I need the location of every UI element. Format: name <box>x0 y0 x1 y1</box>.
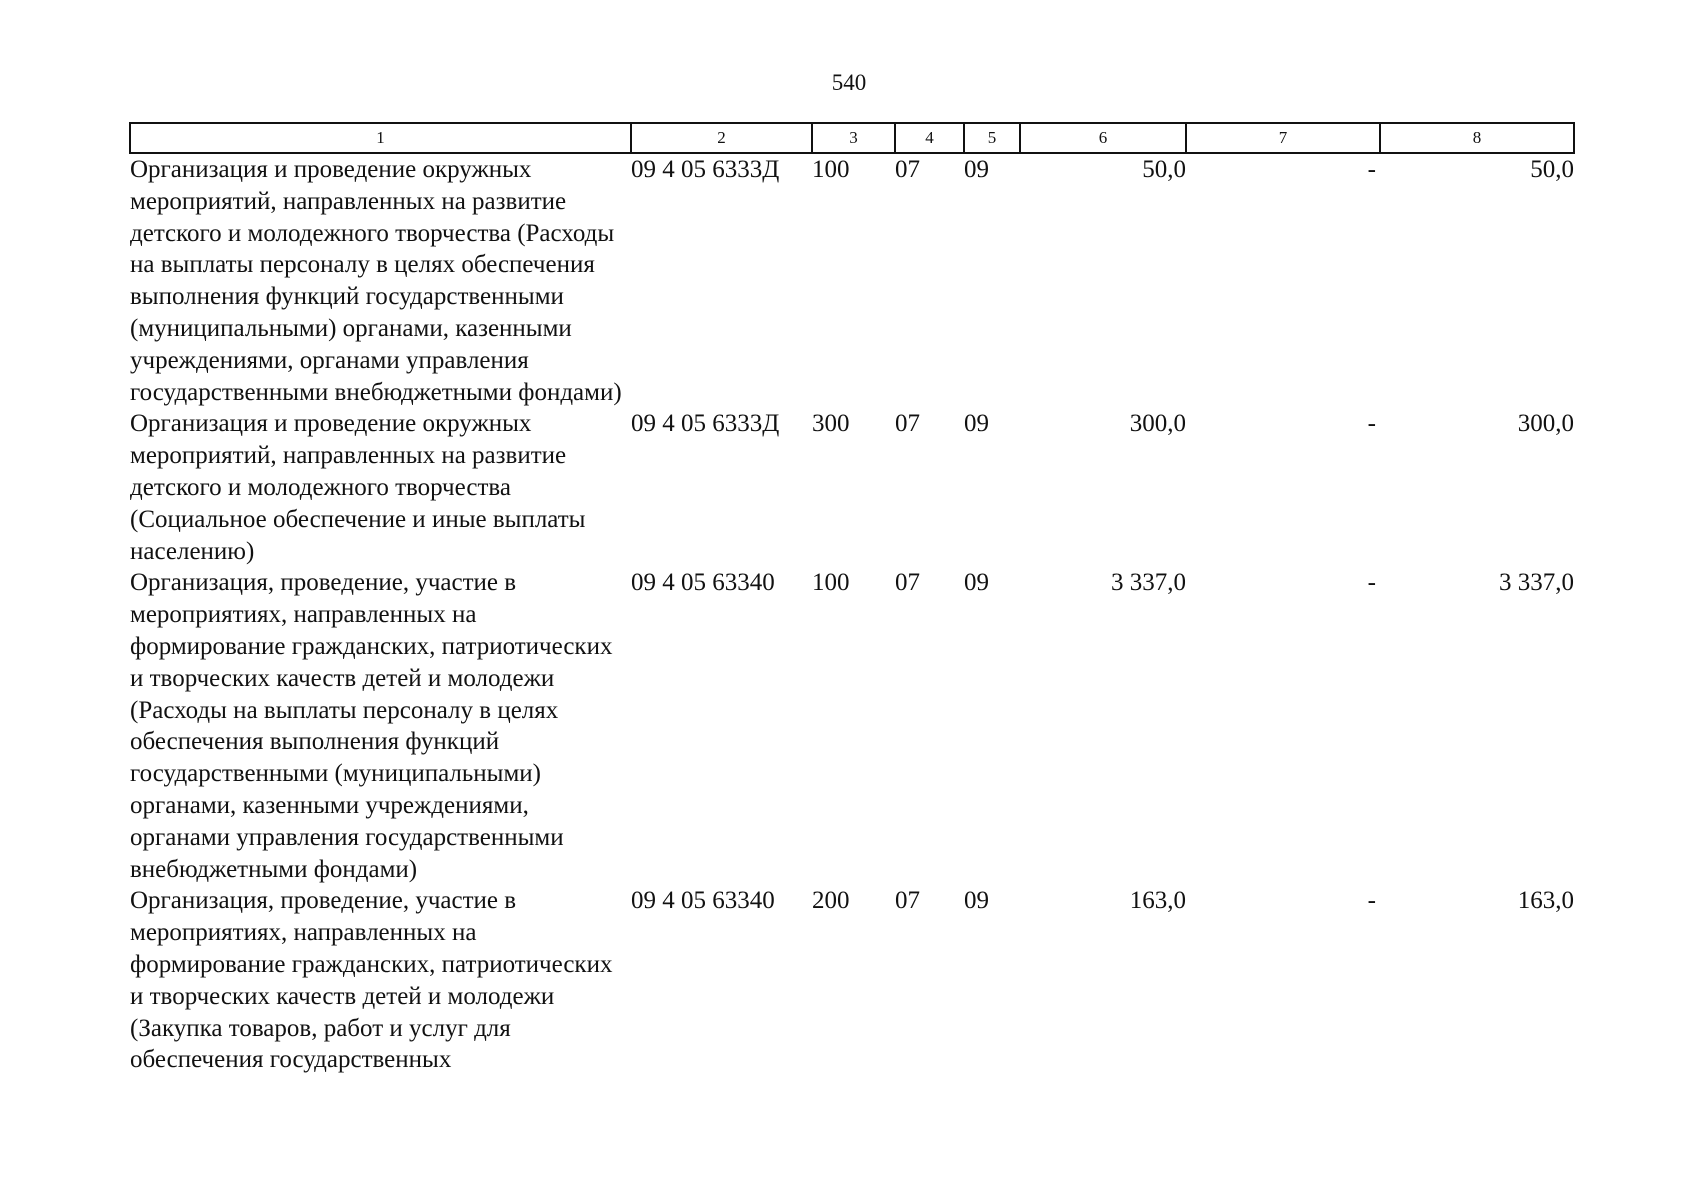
amount-column-6: 50,0 <box>1142 156 1186 183</box>
section-code: 07 <box>895 569 920 597</box>
column-header-4: 4 <box>895 123 964 153</box>
page-number: 540 <box>831 70 867 95</box>
amount-column-7: - <box>1367 156 1376 183</box>
expense-name: Организация, проведение, участие в мероприятиях, направленных на формирование гражданских, патриотических и творческих качеств детей и молодежи (Расходы на выплаты персоналу в целях обеспечения выполнения функций государственными (муниципальными) органами, казенными учреждениями, органами управления государственными внебюджетными фондами) <box>130 569 613 883</box>
column-header-7: 7 <box>1186 123 1380 153</box>
column-header-2: 2 <box>631 123 812 153</box>
amount-column-8: 3 337,0 <box>1499 569 1574 597</box>
expense-name: Организация, проведение, участие в мероприятиях, направленных на формирование гражданских, патриотических и творческих качеств детей и молодежи (Закупка товаров, работ и услуг для обеспечения государственных <box>130 887 613 1074</box>
table-row <box>130 153 1574 408</box>
column-header-8: 8 <box>1380 123 1574 153</box>
section-code: 07 <box>895 887 920 915</box>
target-code: 09 4 05 6333Д <box>631 156 780 183</box>
table-body <box>130 153 1574 1076</box>
amount-column-7: - <box>1367 569 1376 597</box>
column-header-3: 3 <box>812 123 895 153</box>
column-header-1: 1 <box>130 123 631 153</box>
expense-type-code: 200 <box>812 887 850 915</box>
table-row <box>130 567 1574 885</box>
amount-column-6: 163,0 <box>1129 887 1186 915</box>
amount-column-8: 50,0 <box>1530 156 1574 183</box>
table-header <box>130 123 1574 153</box>
expense-type-code: 100 <box>812 569 850 597</box>
target-code: 09 4 05 63340 <box>631 887 775 915</box>
subsection-code: 09 <box>964 887 989 915</box>
target-code: 09 4 05 6333Д <box>631 410 780 438</box>
expense-name: Организация и проведение окружных мероприятий, направленных на развитие детского и молодежного творчества (Социальное обеспечение и иные выплаты населению) <box>130 410 586 565</box>
amount-column-8: 163,0 <box>1517 887 1574 915</box>
section-code: 07 <box>895 156 920 183</box>
target-code: 09 4 05 63340 <box>631 569 775 597</box>
subsection-code: 09 <box>964 569 989 597</box>
column-header-5: 5 <box>964 123 1020 153</box>
section-code: 07 <box>895 410 920 438</box>
amount-column-7: - <box>1367 410 1376 438</box>
amount-column-6: 300,0 <box>1129 410 1186 438</box>
amount-column-8: 300,0 <box>1517 410 1574 438</box>
table-row <box>130 408 1574 567</box>
amount-column-6: 3 337,0 <box>1111 569 1186 597</box>
subsection-code: 09 <box>964 410 989 438</box>
budget-table <box>129 122 1575 1076</box>
column-header-6: 6 <box>1020 123 1186 153</box>
expense-type-code: 100 <box>812 156 850 183</box>
expense-type-code: 300 <box>812 410 850 438</box>
header-row <box>130 123 1574 153</box>
expense-name: Организация и проведение окружных мероприятий, направленных на развитие детского и молодежного творчества (Расходы на выплаты персоналу в целях обеспечения выполнения функций государственными (муниципальными) органами, казенными учреждениями, органами управления государственными внебюджетными фондами) <box>130 156 622 406</box>
subsection-code: 09 <box>964 156 989 183</box>
table-row <box>130 885 1574 1076</box>
amount-column-7: - <box>1367 887 1376 915</box>
